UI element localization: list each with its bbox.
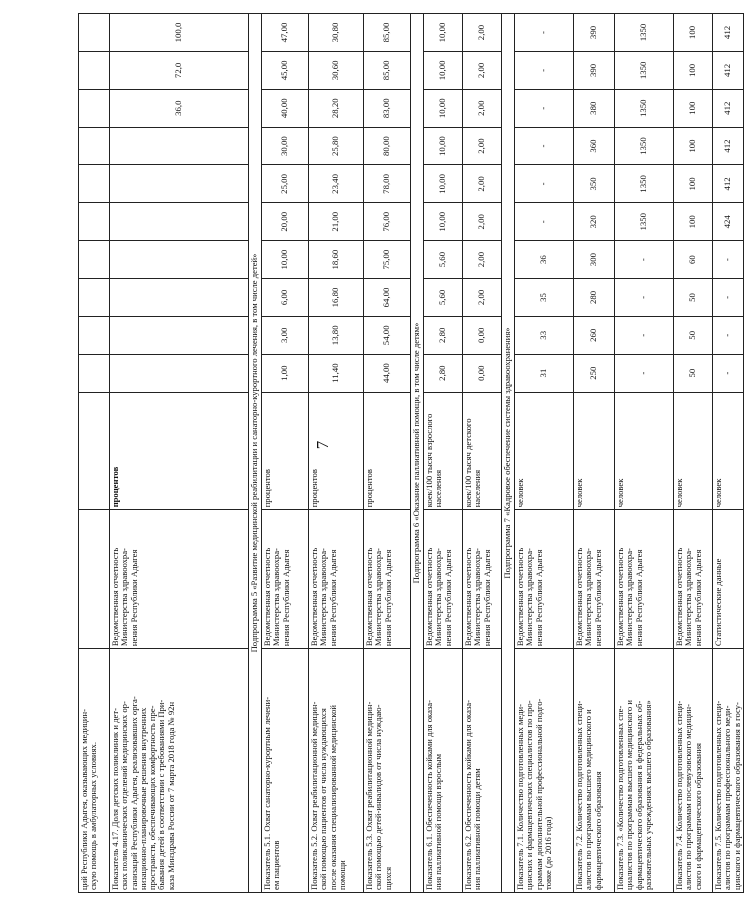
indicator-value: 50 bbox=[674, 279, 713, 317]
indicator-value: 16,80 bbox=[309, 279, 364, 317]
indicator-value: 100 bbox=[674, 203, 713, 241]
table-row bbox=[674, 14, 713, 893]
indicator-value: 25,00 bbox=[262, 165, 309, 203]
indicator-value: 380 bbox=[574, 89, 615, 127]
data-source: Ведомственная отчетность Министерства здравоохра- нения Республики Адыгея bbox=[110, 510, 249, 649]
indicator-value: 100 bbox=[674, 14, 713, 52]
indicator-value: 1350 bbox=[615, 51, 674, 89]
indicator-value: 280 bbox=[574, 279, 615, 317]
table-row bbox=[713, 14, 744, 893]
indicator-name: ций Республики Адыгея, оказывающих медицин- скую помощь в амбулаторных условиях. bbox=[79, 649, 110, 893]
indicator-value bbox=[79, 354, 110, 392]
indicator-value bbox=[79, 89, 110, 127]
indicator-name: Показатель 7.2. Количество подготовленных специ- алистов по программам высшего медицинского и фармацевтического образования bbox=[574, 649, 615, 893]
indicator-value bbox=[79, 14, 110, 52]
indicator-value: 10,00 bbox=[262, 241, 309, 279]
indicator-value bbox=[79, 241, 110, 279]
indicator-value bbox=[110, 279, 249, 317]
indicator-value: 44,00 bbox=[364, 354, 411, 392]
indicator-value: 2,00 bbox=[463, 241, 502, 279]
table-row bbox=[515, 14, 574, 893]
indicator-value: 100 bbox=[674, 127, 713, 165]
indicator-value: 45,00 bbox=[262, 51, 309, 89]
indicator-value: - bbox=[615, 354, 674, 392]
indicator-value bbox=[110, 127, 249, 165]
indicator-value: 33 bbox=[515, 316, 574, 354]
indicator-value: 30,60 bbox=[309, 51, 364, 89]
indicator-value: 31 bbox=[515, 354, 574, 392]
indicator-value bbox=[79, 316, 110, 354]
indicator-value: 320 bbox=[574, 203, 615, 241]
indicator-value: 76,00 bbox=[364, 203, 411, 241]
indicator-value: 11,40 bbox=[309, 354, 364, 392]
indicator-value: 2,00 bbox=[463, 279, 502, 317]
indicator-value bbox=[79, 203, 110, 241]
indicator-value: - bbox=[515, 51, 574, 89]
indicator-value: 390 bbox=[574, 14, 615, 52]
indicator-value: 2,80 bbox=[424, 316, 463, 354]
indicator-value: 10,00 bbox=[424, 203, 463, 241]
indicator-value: 3,00 bbox=[262, 316, 309, 354]
indicator-value: 1350 bbox=[615, 14, 674, 52]
indicator-value: 47,00 bbox=[262, 14, 309, 52]
indicator-value: 5,60 bbox=[424, 241, 463, 279]
indicator-value: 36 bbox=[515, 241, 574, 279]
data-source bbox=[79, 510, 110, 649]
indicator-value: - bbox=[515, 127, 574, 165]
indicator-value: 35 bbox=[515, 279, 574, 317]
table-row bbox=[262, 14, 309, 893]
indicator-value: 0,00 bbox=[463, 316, 502, 354]
indicator-value: 390 bbox=[574, 51, 615, 89]
indicator-value: 85,00 bbox=[364, 14, 411, 52]
indicator-value: 10,00 bbox=[424, 14, 463, 52]
indicator-value: 21,00 bbox=[309, 203, 364, 241]
indicator-value: 13,80 bbox=[309, 316, 364, 354]
indicator-value: 300 bbox=[574, 241, 615, 279]
indicator-value: 100 bbox=[674, 89, 713, 127]
data-source: Ведомственная отчетность Министерства здравоохра- нения Республики Адыгея bbox=[515, 510, 574, 649]
unit-of-measure: человек bbox=[674, 392, 713, 510]
subprogram-row bbox=[502, 14, 515, 893]
subprogram-title: Подпрограмма 7 «Кадровое обеспечение системы здравоохранения» bbox=[502, 14, 515, 893]
unit-of-measure: процентов bbox=[110, 392, 249, 510]
subprogram-title: Подпрограмма 6 «Оказание паллиативной помощи, в том числе детям» bbox=[411, 14, 424, 893]
indicator-value: 2,80 bbox=[424, 354, 463, 392]
indicator-value: 1350 bbox=[615, 203, 674, 241]
indicator-name: Показатель 7.3. «Количество подготовленных спе- циалистов по программам высшего медицинского и фармацевтического образования в федеральных об- разовательных учреждениях высшего образования» bbox=[615, 649, 674, 893]
indicator-name: Показатель 7.4. Количество подготовленных специ- алистов по программам послевузовского медицин- ского и фармацевтического образования bbox=[674, 649, 713, 893]
indicator-value: 83,00 bbox=[364, 89, 411, 127]
unit-of-measure: процентов bbox=[364, 392, 411, 510]
indicator-value: 250 bbox=[574, 354, 615, 392]
indicator-value: 10,00 bbox=[424, 165, 463, 203]
data-source: Ведомственная отчетность Министерства здравоохра- нения Республики Адыгея bbox=[262, 510, 309, 649]
unit-of-measure: человек bbox=[713, 392, 744, 510]
data-source: Ведомственная отчетность Министерства здравоохра- нения Республики Адыгея bbox=[309, 510, 364, 649]
indicator-value: 50 bbox=[674, 354, 713, 392]
indicator-value: 100 bbox=[674, 51, 713, 89]
indicator-name: Показатель 7.5. Количество подготовленных специ- алистов по программам профессионального меди- цинского и фармацевтического образования в госу- bbox=[713, 649, 744, 893]
indicator-value: 60 bbox=[674, 241, 713, 279]
unit-of-measure: коек/100 тысяч взрослого населения bbox=[424, 392, 463, 510]
page-number: 7 bbox=[313, 440, 332, 450]
unit-of-measure: процентов bbox=[262, 392, 309, 510]
unit-of-measure: человек bbox=[515, 392, 574, 510]
data-source: Ведомственная отчетность Министерства здравоохра- нения Республики Адыгея bbox=[424, 510, 463, 649]
table-row bbox=[110, 14, 249, 893]
indicator-value: 30,00 bbox=[262, 127, 309, 165]
indicator-value: 424 bbox=[713, 203, 744, 241]
indicator-name: Показатель 7.1. Количество подготовленных меди- цинских и фармацевтических специалистов по про- граммам дополнительной профессиональной подго- товке (до 2016 года) bbox=[515, 649, 574, 893]
unit-of-measure: человек bbox=[574, 392, 615, 510]
subprogram-title: Подпрограмма 5 «Развитие медицинской реабилитации и санаторно-курортного лечения, в том числе детей» bbox=[249, 14, 262, 893]
indicator-value: 1,00 bbox=[262, 354, 309, 392]
indicator-value: 78,00 bbox=[364, 165, 411, 203]
indicator-value: 30,80 bbox=[309, 14, 364, 52]
indicator-value: 50 bbox=[674, 316, 713, 354]
indicator-value: - bbox=[713, 316, 744, 354]
indicator-value: 2,00 bbox=[463, 165, 502, 203]
indicator-value bbox=[79, 165, 110, 203]
indicator-value: 350 bbox=[574, 165, 615, 203]
table-row bbox=[615, 14, 674, 893]
indicator-name: Показатель 4.17. Доля детских поликлиник и дет- ских поликлинических отделений медицинских ор- ганизаций Республики Адыгея, реализовавших орга- низационно-планировочные решения внутренних пространств, обеспечивающих комфортность пре- бывания детей в соответствии с требованиями При- каза Минздрава России от 7 марта 2018 года № 92н bbox=[110, 649, 249, 893]
indicator-value bbox=[110, 354, 249, 392]
indicator-value: 2,00 bbox=[463, 14, 502, 52]
indicator-name: Показатель 5.2. Охват реабилитационной медицин- ской помощью пациентов от числа нуждающихся после оказания специализированной медицинской помощи bbox=[309, 649, 364, 893]
indicator-value: 10,00 bbox=[424, 127, 463, 165]
indicator-value: 412 bbox=[713, 127, 744, 165]
indicator-value: 260 bbox=[574, 316, 615, 354]
indicator-value: 412 bbox=[713, 165, 744, 203]
data-source: Ведомственная отчетность Министерства здравоохра- нения Республики Адыгея bbox=[574, 510, 615, 649]
indicator-value: 2,00 bbox=[463, 203, 502, 241]
indicator-value: - bbox=[615, 241, 674, 279]
indicator-value: 75,00 bbox=[364, 241, 411, 279]
indicator-value: 412 bbox=[713, 14, 744, 52]
indicator-value: 72,0 bbox=[110, 51, 249, 89]
indicator-name: Показатель 5.1. Охват санаторно-курортным лечени- ем пациентов bbox=[262, 649, 309, 893]
indicator-value: 412 bbox=[713, 89, 744, 127]
unit-of-measure bbox=[79, 392, 110, 510]
indicator-value: 80,00 bbox=[364, 127, 411, 165]
unit-of-measure: коек/100 тысяч детского населения bbox=[463, 392, 502, 510]
data-source: Ведомственная отчетность Министерства здравоохра- нения Республики Адыгея bbox=[463, 510, 502, 649]
table-row bbox=[574, 14, 615, 893]
indicator-value: 10,00 bbox=[424, 51, 463, 89]
indicator-value: - bbox=[515, 203, 574, 241]
indicator-value: 23,40 bbox=[309, 165, 364, 203]
indicator-value: - bbox=[713, 279, 744, 317]
indicator-value bbox=[110, 165, 249, 203]
indicator-value: - bbox=[515, 14, 574, 52]
indicator-value: - bbox=[713, 241, 744, 279]
indicator-value: 36,0 bbox=[110, 89, 249, 127]
indicator-value: 0,00 bbox=[463, 354, 502, 392]
indicator-value bbox=[110, 203, 249, 241]
indicator-value: - bbox=[615, 316, 674, 354]
data-source: Статистические данные bbox=[713, 510, 744, 649]
indicator-value: 1350 bbox=[615, 127, 674, 165]
indicator-value: 5,60 bbox=[424, 279, 463, 317]
subprogram-row bbox=[411, 14, 424, 893]
indicator-value bbox=[79, 127, 110, 165]
indicator-value: 100,0 bbox=[110, 14, 249, 52]
table-row bbox=[79, 14, 110, 893]
indicator-value bbox=[110, 316, 249, 354]
indicator-name: Показатель 6.2. Обеспеченность койками для оказа- ния паллиативной помощи детям bbox=[463, 649, 502, 893]
indicator-value: 2,00 bbox=[463, 51, 502, 89]
indicator-value: 10,00 bbox=[424, 89, 463, 127]
indicator-value: 2,00 bbox=[463, 89, 502, 127]
indicator-value: 360 bbox=[574, 127, 615, 165]
rotated-table-container bbox=[78, 13, 742, 893]
indicator-value: - bbox=[515, 165, 574, 203]
indicator-value: 28,20 bbox=[309, 89, 364, 127]
table-row bbox=[309, 14, 364, 893]
data-source: Ведомственная отчетность Министерства здравоохра- нения Республики Адыгея bbox=[364, 510, 411, 649]
unit-of-measure: человек bbox=[615, 392, 674, 510]
indicator-value bbox=[79, 279, 110, 317]
indicator-value: 412 bbox=[713, 51, 744, 89]
indicator-value: 1350 bbox=[615, 165, 674, 203]
indicator-value: - bbox=[615, 279, 674, 317]
indicator-name: Показатель 6.1. Обеспеченность койками для оказа- ния паллиативной помощи взрослым bbox=[424, 649, 463, 893]
indicator-value: 20,00 bbox=[262, 203, 309, 241]
table-row bbox=[463, 14, 502, 893]
data-source: Ведомственная отчетность Министерства здравоохра- нения Республики Адыгея bbox=[615, 510, 674, 649]
data-source: Ведомственная отчетность Министерства здравоохра- нения Республики Адыгея bbox=[674, 510, 713, 649]
indicator-value bbox=[110, 241, 249, 279]
indicator-value: 85,00 bbox=[364, 51, 411, 89]
indicator-value: - bbox=[515, 89, 574, 127]
indicator-name: Показатель 5.3. Охват реабилитационной медицин- ской помощью детей-инвалидов от числа нуждаю- щихся bbox=[364, 649, 411, 893]
indicator-value: - bbox=[713, 354, 744, 392]
indicator-value: 1350 bbox=[615, 89, 674, 127]
indicator-value bbox=[79, 51, 110, 89]
indicator-value: 100 bbox=[674, 165, 713, 203]
unit-of-measure: процентов bbox=[309, 392, 364, 510]
table-row bbox=[424, 14, 463, 893]
indicators-table bbox=[78, 13, 744, 893]
indicator-value: 6,00 bbox=[262, 279, 309, 317]
indicator-value: 54,00 bbox=[364, 316, 411, 354]
indicator-value: 40,00 bbox=[262, 89, 309, 127]
indicator-value: 64,00 bbox=[364, 279, 411, 317]
subprogram-row bbox=[249, 14, 262, 893]
table-row bbox=[364, 14, 411, 893]
indicator-value: 18,60 bbox=[309, 241, 364, 279]
indicator-value: 2,00 bbox=[463, 127, 502, 165]
indicator-value: 25,80 bbox=[309, 127, 364, 165]
